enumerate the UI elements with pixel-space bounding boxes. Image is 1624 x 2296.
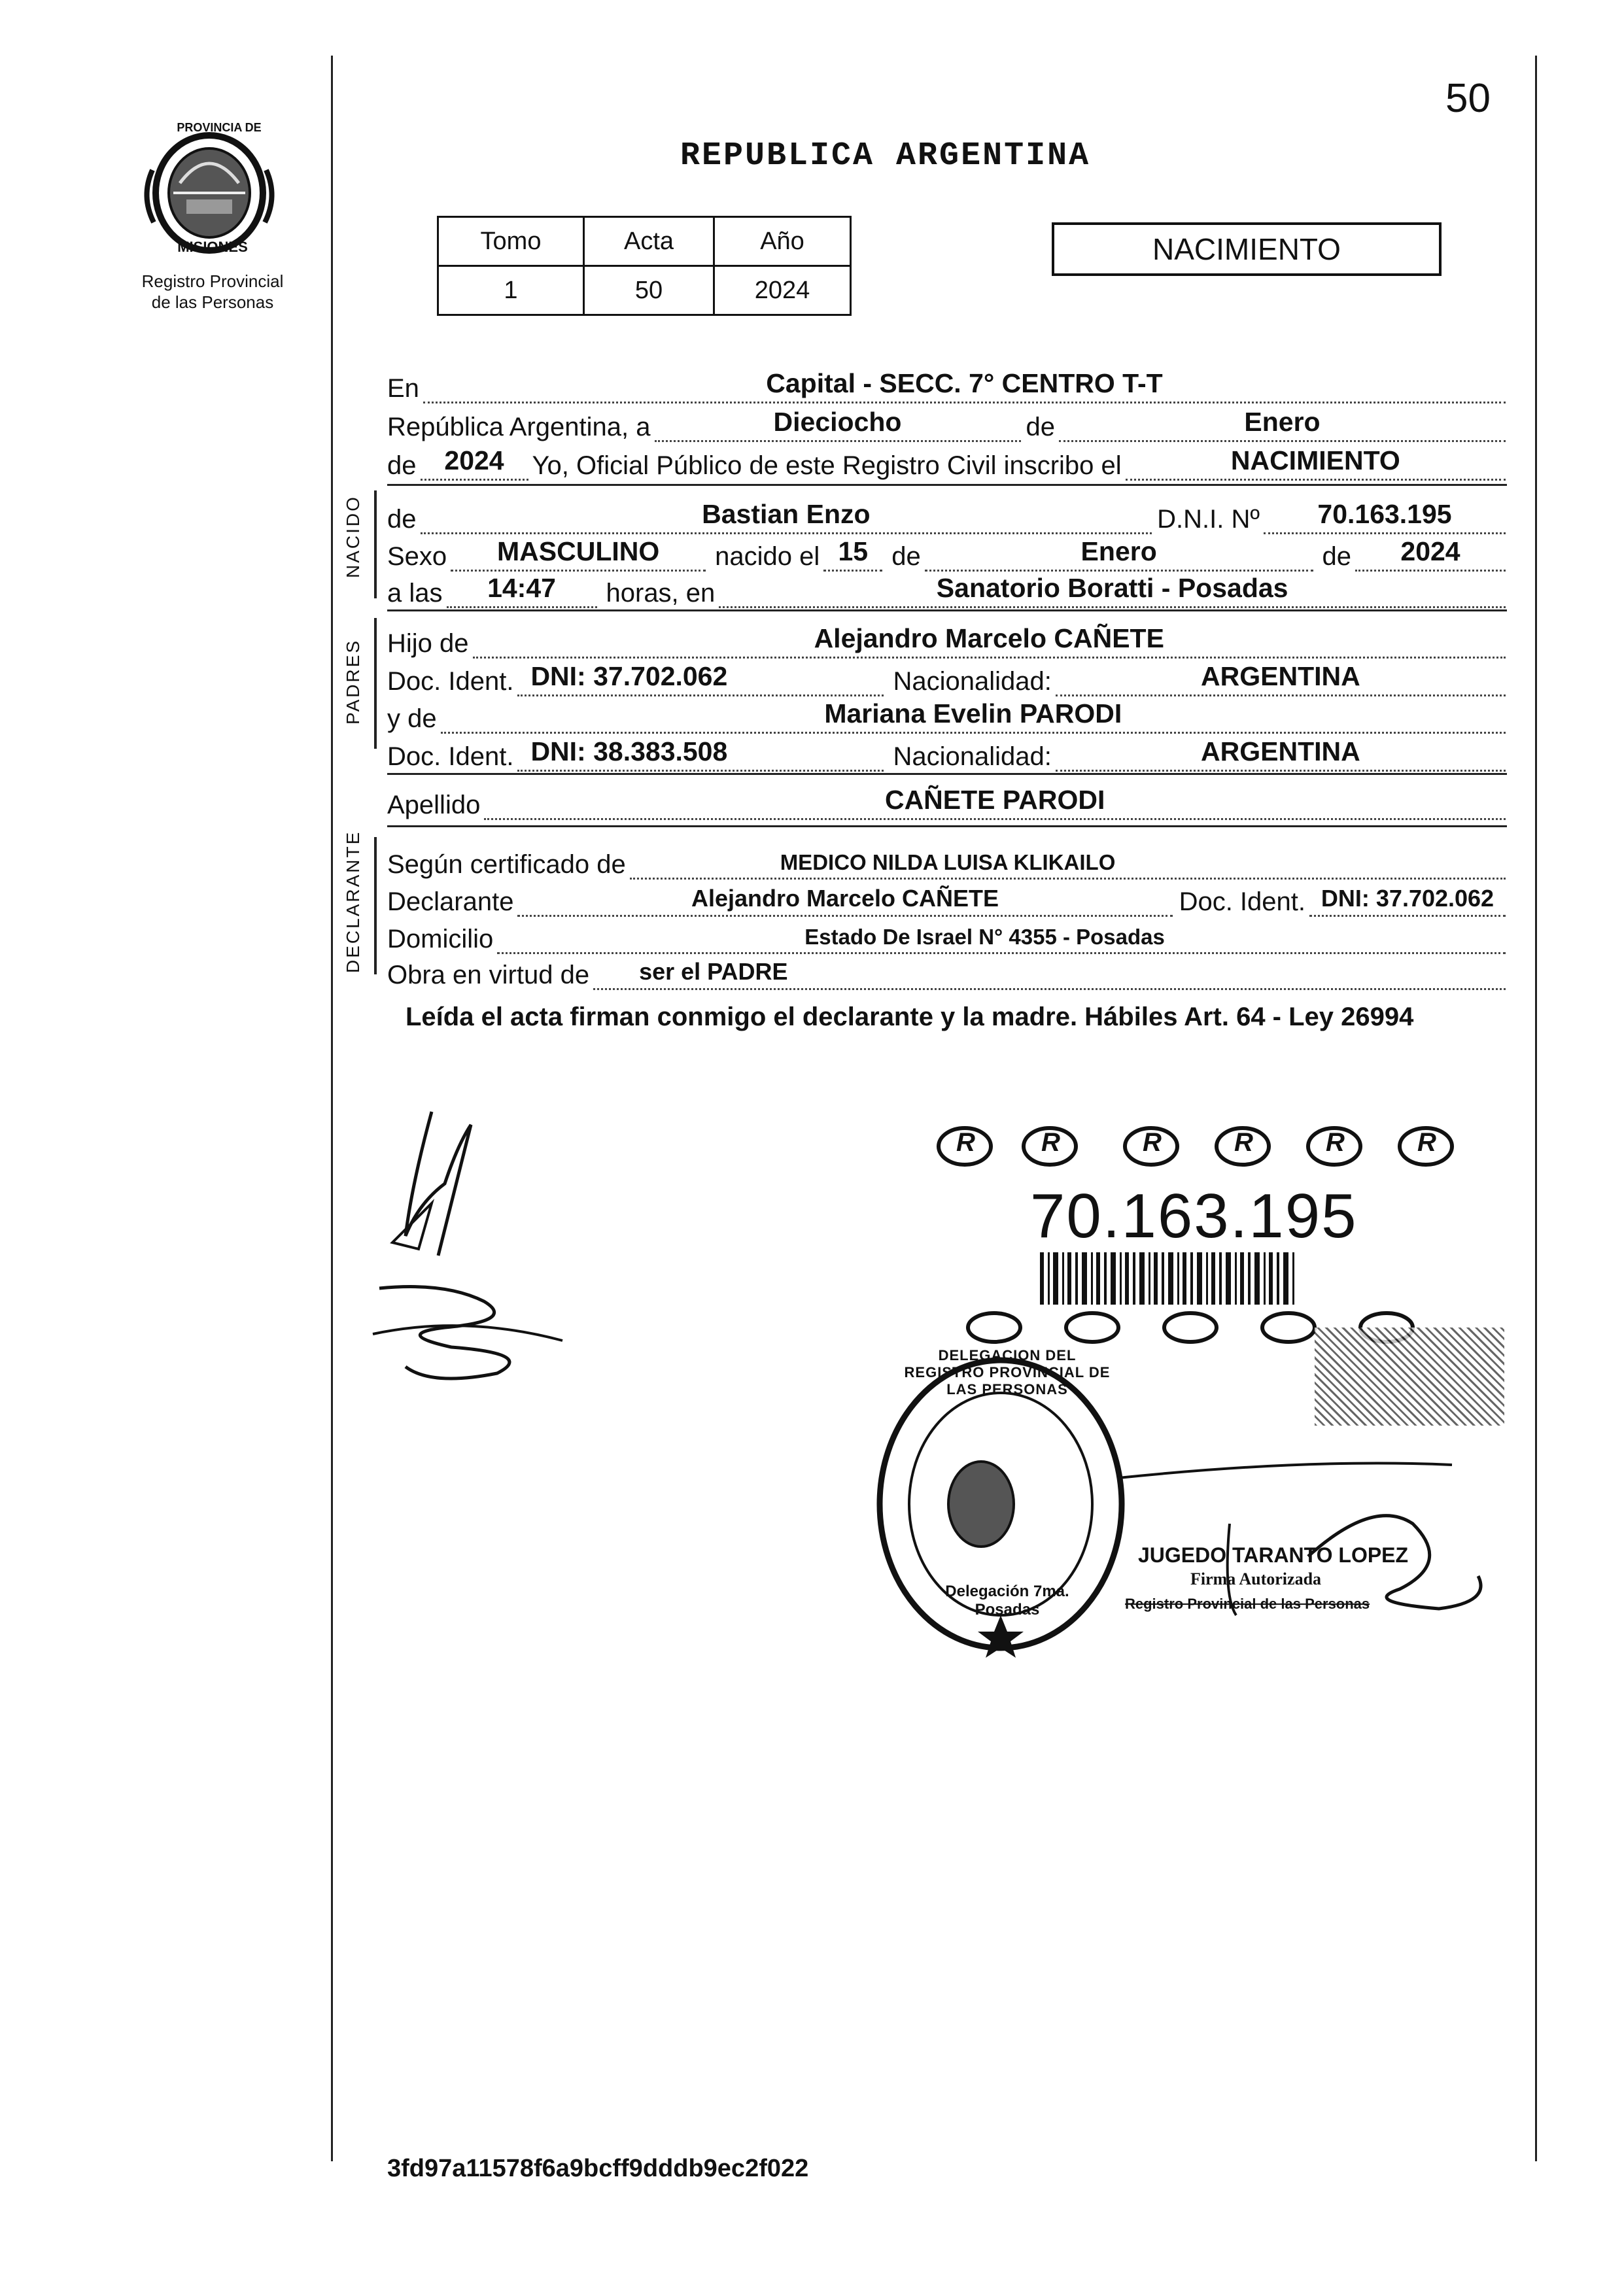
sticker-r-mark-5: R [1326, 1128, 1345, 1157]
apellido-value: CAÑETE PARODI [884, 785, 1105, 815]
domicilio-label: Domicilio [387, 925, 494, 953]
separator-3 [387, 773, 1507, 775]
de4-label: de [1322, 542, 1351, 571]
stamp-official-role: Firma Autorizada [1190, 1569, 1322, 1588]
right-margin-line [1535, 56, 1537, 2161]
document-hash: 3fd97a11578f6a9bcff9dddb9ec2f022 [387, 2155, 809, 2182]
side-label-nacido: NACIDO [343, 495, 363, 578]
row-sexo [387, 531, 1506, 572]
declarante-label: Declarante [387, 887, 514, 916]
padre-value: Alejandro Marcelo CAÑETE [814, 623, 1164, 653]
declarant-signature [366, 1275, 582, 1386]
row-hora-lugar [387, 568, 1506, 608]
sexo-label: Sexo [387, 542, 447, 571]
row-obra [387, 950, 1506, 990]
row-madre [387, 693, 1506, 734]
alas-label: a las [387, 579, 443, 608]
hora-value: 14:47 [487, 573, 556, 603]
madre-nacionalidad-label: Nacionalidad: [893, 742, 1052, 771]
side-label-padres: PADRES [343, 638, 363, 725]
tomo-acta-anio-table [437, 216, 852, 316]
obra-value: ser el PADRE [639, 958, 788, 985]
lugar-value: Sanatorio Boratti - Posadas [936, 573, 1288, 603]
stamp-office: Registro Provincial de las Personas [1125, 1596, 1370, 1612]
seal-inner-text: Delegación 7ma. Posadas [945, 1583, 1069, 1619]
sexo-value: MASCULINO [497, 536, 660, 566]
certificado-value: MEDICO NILDA LUISA KLIKAILO [780, 850, 1116, 874]
padre-doc-label: Doc. Ident. [387, 667, 514, 696]
nac-dia-value: 15 [838, 536, 869, 566]
row-apellido [387, 780, 1506, 820]
row-madre-doc [387, 731, 1506, 772]
side-label-declarante: DECLARANTE [343, 830, 363, 973]
de3-label: de [891, 542, 921, 571]
left-margin-line [331, 56, 333, 2161]
row-anio-inscribo [387, 440, 1506, 481]
registry-name-line2: de las Personas [151, 292, 274, 312]
nac-mes-value: Enero [1080, 536, 1157, 566]
registry-name-line1: Registro Provincial [141, 271, 284, 291]
sticker-dni-number: 70.163.195 [1030, 1181, 1358, 1251]
dia-value: Dieciocho [773, 407, 902, 437]
separator-1 [387, 484, 1507, 486]
sticker-r-mark-3: R [1143, 1128, 1162, 1157]
de2-label: de [387, 451, 417, 480]
anio-header: Año [714, 217, 851, 266]
madre-nac-value: ARGENTINA [1201, 736, 1360, 766]
sticker-r-mark-1: R [956, 1128, 975, 1157]
sticker-r-mark-4: R [1234, 1128, 1253, 1157]
separator-2 [387, 609, 1507, 611]
padre-doc-value: DNI: 37.702.062 [530, 661, 728, 691]
anio-value: 2024 [444, 445, 504, 475]
row-certificado [387, 839, 1506, 880]
domicilio-value: Estado De Israel N° 4355 - Posadas [804, 925, 1165, 949]
anio-value: 2024 [714, 266, 851, 315]
decl-doc-label: Doc. Ident. [1179, 887, 1305, 916]
document-type-box: NACIMIENTO [1052, 222, 1442, 276]
logo-top-text: PROVINCIA DE [177, 121, 262, 134]
row-nombre [387, 494, 1506, 534]
seal-ring-text: DELEGACION DEL REGISTRO PROVINCIAL DE LAS PERSONAS [904, 1347, 1111, 1397]
apellido-label: Apellido [387, 791, 481, 819]
dni-value: 70.163.195 [1317, 499, 1452, 529]
closing-text: Leída el acta firman conmigo el declarante y la madre. Hábiles Art. 64 - Ley 26994 [406, 1002, 1414, 1031]
nac-anio-value: 2024 [1400, 536, 1460, 566]
padre-nacionalidad-label: Nacionalidad: [893, 667, 1052, 696]
row-declarante [387, 876, 1506, 917]
row-padre-doc [387, 656, 1506, 696]
inscribo-value: NACIMIENTO [1230, 445, 1400, 475]
tomo-header: Tomo [438, 217, 584, 266]
madre-value: Mariana Evelin PARODI [824, 698, 1122, 728]
republica-label: República Argentina, a [387, 413, 651, 441]
certificado-label: Según certificado de [387, 850, 626, 879]
mother-signature [373, 1105, 517, 1262]
horas-label: horas, en [606, 579, 716, 608]
acta-value: 50 [584, 266, 714, 315]
nombre-value: Bastian Enzo [702, 499, 871, 529]
obra-label: Obra en virtud de [387, 961, 590, 989]
security-pattern [1315, 1328, 1504, 1426]
hijo-label: Hijo de [387, 629, 469, 658]
row-en [387, 363, 1506, 403]
yde-label: y de [387, 704, 437, 733]
acta-header: Acta [584, 217, 714, 266]
sticker-r-mark-2: R [1041, 1128, 1060, 1157]
en-value: Capital - SECC. 7° CENTRO T-T [766, 368, 1163, 398]
tomo-value: 1 [438, 266, 584, 315]
row-padre [387, 618, 1506, 659]
en-label: En [387, 374, 419, 403]
padres-bracket [374, 618, 377, 749]
madre-doc-value: DNI: 38.383.508 [530, 736, 728, 766]
nombre-label: de [387, 505, 417, 534]
stamp-official-name: JUGEDO TARANTO LOPEZ [1138, 1543, 1409, 1567]
row-republica [387, 402, 1506, 442]
madre-doc-label: Doc. Ident. [387, 742, 514, 771]
row-domicilio [387, 914, 1506, 954]
declarante-bracket [374, 837, 377, 974]
dni-label: D.N.I. Nº [1157, 505, 1260, 534]
de-label: de [1026, 413, 1055, 441]
nacido-el-label: nacido el [715, 542, 820, 571]
logo-bottom-text: MISIONES [177, 239, 248, 255]
sticker-r-mark-6: R [1417, 1128, 1436, 1157]
country-title: REPUBLICA ARGENTINA [680, 137, 1091, 175]
mes-value: Enero [1244, 407, 1321, 437]
padre-nac-value: ARGENTINA [1201, 661, 1360, 691]
page-number: 50 [1445, 76, 1491, 121]
separator-4 [387, 825, 1507, 827]
declarante-value: Alejandro Marcelo CAÑETE [691, 885, 999, 912]
nacido-bracket [374, 490, 377, 598]
decl-doc-value: DNI: 37.702.062 [1321, 885, 1494, 912]
yo-label: Yo, Oficial Público de este Registro Civil inscribo el [532, 451, 1122, 480]
